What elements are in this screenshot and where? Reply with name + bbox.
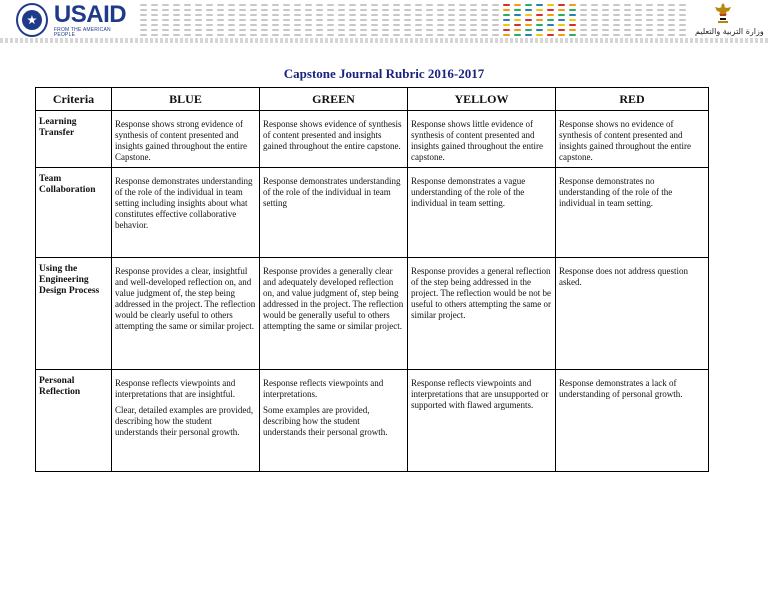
document-header <box>0 0 768 44</box>
rubric-table <box>35 87 709 472</box>
header-yellow: YELLOW <box>408 88 556 111</box>
criteria-cell: Using the Engineering Design Process <box>36 258 112 370</box>
cell-text: Response reflects viewpoints and interpretations that are unsupported or supported with flawed arguments. <box>411 378 549 410</box>
header-criteria: Criteria <box>36 88 112 111</box>
criteria-cell: Personal Reflection <box>36 370 112 472</box>
green-cell <box>260 258 408 370</box>
cell-text: Response does not address question asked. <box>559 266 688 287</box>
cell-text: Response demonstrates a vague understanding of the role of the individual in team setting. <box>411 176 526 208</box>
cell-text: Response provides a clear, insightful and well-developed reflection on, and value judgment of, the step being addressed in the project. The reflection would be clearly useful to others attempting the same or similar project. <box>115 266 256 331</box>
yellow-cell <box>408 111 556 168</box>
green-cell <box>260 168 408 258</box>
green-cell <box>260 370 408 472</box>
header-green: GREEN <box>260 88 408 111</box>
cell-text: Some examples are provided, describing how the student understands their personal growth. <box>263 405 388 437</box>
table-row <box>36 111 709 168</box>
red-cell <box>556 168 709 258</box>
blue-cell <box>112 370 260 472</box>
usaid-logo <box>16 2 128 38</box>
table-row <box>36 168 709 258</box>
red-cell <box>556 258 709 370</box>
header-red: RED <box>556 88 709 111</box>
ministry-arabic-logo: وزارة التربية والتعليم <box>695 27 764 36</box>
criteria-cell: Team Collaboration <box>36 168 112 258</box>
document-title: Capstone Journal Rubric 2016-2017 <box>283 66 485 81</box>
cell-text: Response demonstrates understanding of the role of the individual in team setting including insights about what constitutes effective collaborative behavior. <box>115 176 253 230</box>
blue-cell <box>112 111 260 168</box>
table-header-row <box>36 88 709 111</box>
yellow-cell <box>408 168 556 258</box>
yellow-cell <box>408 370 556 472</box>
usaid-wordmark: USAID <box>53 0 127 28</box>
green-cell <box>260 111 408 168</box>
red-cell <box>556 111 709 168</box>
usaid-tagline: FROM THE AMERICAN PEOPLE <box>53 26 111 38</box>
egypt-eagle-icon <box>713 2 733 24</box>
cell-text: Response provides a generally clear and adequately developed reflection on, and value judgment of, step being addressed in the project. The reflection would be generally useful to others attempting the same or similar project. <box>263 266 404 331</box>
table-row <box>36 370 709 472</box>
yellow-cell <box>408 258 556 370</box>
cell-text: Response demonstrates a lack of understanding of personal growth. <box>559 378 683 399</box>
cell-text: Response shows little evidence of synthesis of content presented and insights gained throughout the entire capstone. <box>411 119 543 162</box>
cell-text: Response reflects viewpoints and interpretations. <box>263 378 384 399</box>
cell-text: Response demonstrates no understanding of the role of the individual in team setting. <box>559 176 673 208</box>
cell-text: Response shows evidence of synthesis of content presented and insights gained throughout the entire capstone. <box>263 119 402 151</box>
cell-text: Response shows no evidence of synthesis of content presented and insights gained throughout the entire capstone. <box>559 119 691 162</box>
cell-text: Response shows strong evidence of synthesis of content presented and insights gained throughout the entire Capstone. <box>115 119 247 162</box>
usaid-seal-icon <box>16 3 48 37</box>
blue-cell <box>112 168 260 258</box>
cell-text: Clear, detailed examples are provided, describing how the student understands their personal growth. <box>115 405 254 437</box>
cell-text: Response provides a general reflection of the step being addressed in the project. The reflection would be not be useful to others attempting the same or similar project. <box>411 266 552 320</box>
red-cell <box>556 370 709 472</box>
blue-cell <box>112 258 260 370</box>
criteria-cell: Learning Transfer <box>36 111 112 168</box>
header-blue: BLUE <box>112 88 260 111</box>
cell-text: Response reflects viewpoints and interpretations that are insightful. <box>115 378 236 399</box>
table-row <box>36 258 709 370</box>
cell-text: Response demonstrates understanding of the role of the individual in team setting <box>263 176 401 208</box>
